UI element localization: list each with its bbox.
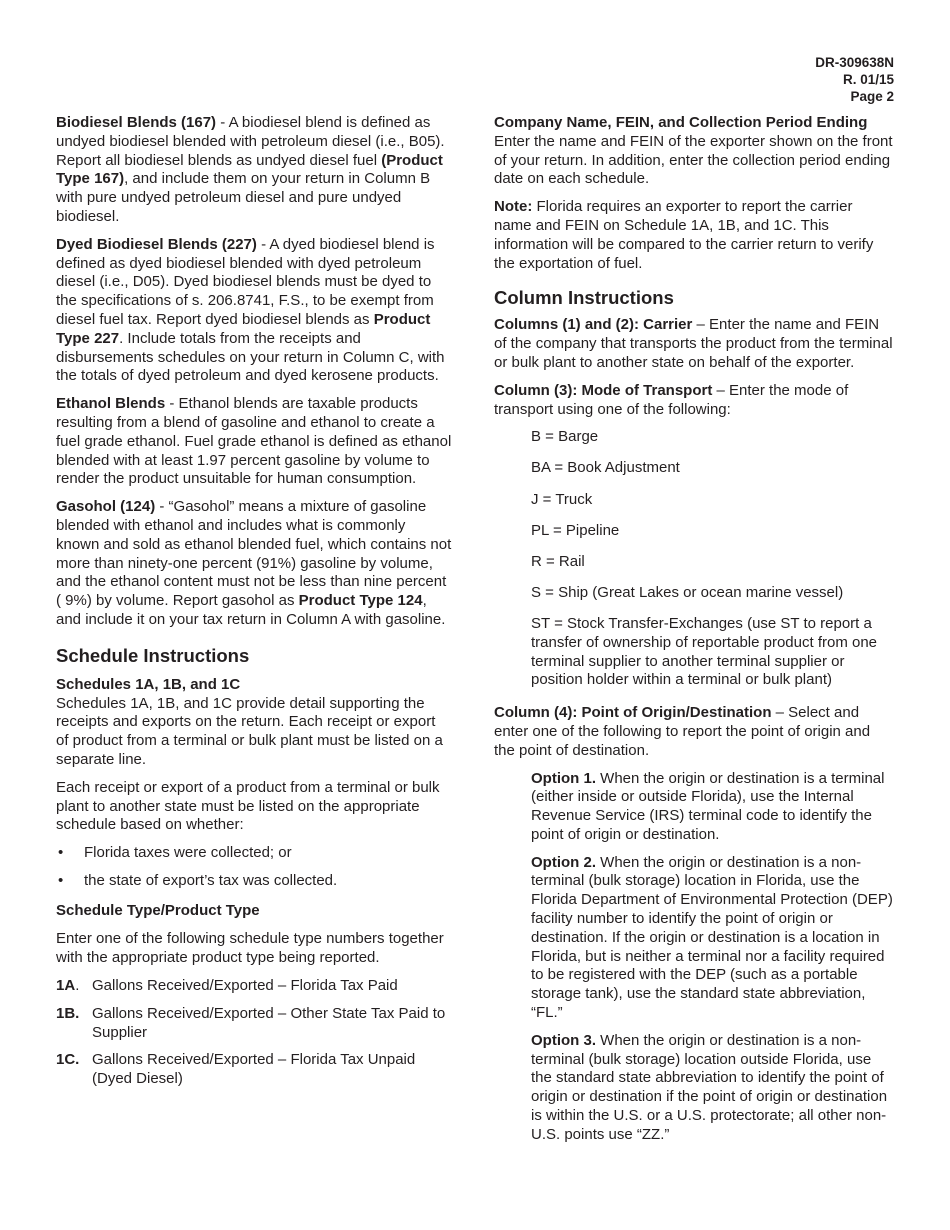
schedules-paragraph-2: Each receipt or export of a product from a terminal or bulk plant to another state must be listed on the appropriate schedule based on whether: [56, 778, 440, 834]
option-3-paragraph: Option 3. When the origin or destination is a non-terminal (bulk storage) location outside Florida, use the standard state abbreviation to identify the point of origin or destination if the point of origin or destination is within the U.S. or a U.S. protectorate; all other non-U.S. points use “ZZ.” [531, 1031, 888, 1143]
list-item: S = Ship (Great Lakes or ocean marine vessel) [531, 583, 844, 601]
schedule-instructions-heading: Schedule Instructions [56, 644, 250, 666]
list-item: 1A. Gallons Received/Exported – Florida Tax Paid [56, 977, 398, 995]
note-paragraph: Note: Florida requires an exporter to report the carrier name and FEIN on Schedule 1A, 1B, and 1C. This information will be compared to the carrier return to verify the exportation of fuel. [494, 198, 874, 272]
columns-1-2-paragraph: Columns (1) and (2): Carrier – Enter the name and FEIN of the company that transports the product from the terminal or bulk plant to another state on behalf of the exporter. [494, 316, 893, 371]
dyed-biodiesel-paragraph: Dyed Biodiesel Blends (227) - A dyed biodiesel blend is defined as dyed biodiesel blended with dyed petroleum diesel (i.e., D05). Dyed biodiesel blends must be dyed to the specifications of s. 206.8741, F.S., to be exempt from diesel fuel tax. Report dyed biodiesel blends as Product Type 227. Include totals from the receipts and disbursements schedules on your return in Column C, with the totals of dyed petroleum and dyed kerosene products. [56, 235, 445, 385]
right-column [494, 114, 894, 1154]
transport-mode-list [531, 428, 894, 690]
origin-options [531, 770, 894, 1145]
tax-bullet-list [56, 844, 452, 891]
list-item: • Florida taxes were collected; or [58, 844, 292, 862]
schedule-type-list [56, 977, 452, 1089]
form-number: DR-309638N [815, 55, 894, 70]
column-4-paragraph: Column (4): Point of Origin/Destination – Select and enter one of the following to report the point of origin and the point of destination. [494, 704, 871, 759]
company-paragraph: Enter the name and FEIN of the exporter shown on the front of your return. In addition, enter the collection period ending date on each schedule. [494, 132, 893, 188]
ethanol-paragraph: Ethanol Blends - Ethanol blends are taxable products resulting from a blend of gasoline and ethanol to create a fuel grade ethanol. Fuel grade ethanol is defined as ethanol blended with at least 1.97 percent gasoline by volume to render the product unsuitable for human consumption. [56, 395, 452, 488]
schedules-paragraph-1: Schedules 1A, 1B, and 1C provide detail supporting the receipts and exports on the return. Each receipt or export of product from a terminal or bulk plant must be listed on a separate line. [56, 694, 443, 768]
schedules-subheading: Schedules 1A, 1B, and 1C [56, 675, 241, 693]
list-item: B = Barge [531, 428, 599, 446]
biodiesel-paragraph: Biodiesel Blends (167) - A biodiesel blend is defined as undyed biodiesel blended with petroleum diesel (i.e., B05). Report all biodiesel blends as undyed diesel fuel (Product Type 167), and include them on your return in Column B with pure undyed petroleum diesel and pure undyed biodiesel. [56, 114, 445, 225]
list-item: 1C. Gallons Received/Exported – Florida Tax Unpaid (Dyed Diesel) [56, 1051, 416, 1088]
form-revision: R. 01/15 [842, 72, 894, 87]
list-item: BA = Book Adjustment [531, 459, 680, 477]
list-item: PL = Pipeline [531, 521, 620, 539]
list-item: ST = Stock Transfer-Exchanges (use ST to report a transfer of ownership of reportable product from one terminal supplier to another terminal supplier or position holder within a terminal or bulk plant) [531, 614, 878, 689]
left-column [56, 114, 452, 1098]
dyed-biodiesel-title: Dyed Biodiesel Blends (227) [56, 235, 257, 253]
gasohol-title: Gasohol (124) [56, 498, 156, 516]
ethanol-title: Ethanol Blends [56, 395, 166, 413]
list-item: 1B. Gallons Received/Exported – Other State Tax Paid to Supplier [56, 1004, 446, 1041]
company-heading: Company Name, FEIN, and Collection Period Ending [494, 114, 868, 131]
list-item: R = Rail [531, 552, 585, 570]
biodiesel-title: Biodiesel Blends (167) [56, 114, 217, 131]
option-1-paragraph: Option 1. When the origin or destination is a terminal (either inside or outside Florida), use the Internal Revenue Service (IRS) terminal code to identify the point of origin or destination. [531, 769, 885, 843]
bullet-icon: • [58, 871, 64, 889]
option-2-paragraph: Option 2. When the origin or destination is a non-terminal (bulk storage) location in Florida, use the Florida Department of Environmental Protection (DEP) facility number to identify the point of origin or destination. If the origin or destination is a location in Florida, but is neither a terminal nor a facility required to be registered with the DEP (such as a portable storage tank), use the standard state abbreviation, “FL.” [531, 853, 893, 1022]
gasohol-paragraph: Gasohol (124) - “Gasohol” means a mixture of gasoline blended with ethanol and includes what is commonly known and sold as ethanol blended fuel, which contains not more than ninety-one percent (91%) gasoline by volume, and the ethanol content must not be less than nine percent ( 9%) by volume. Report gasohol as Product Type 124, and include it on your tax return in Column A with gasoline. [56, 498, 452, 628]
list-item: • the state of export’s tax was collected. [58, 871, 338, 889]
list-item: J = Truck [531, 490, 593, 508]
column-instructions-heading: Column Instructions [494, 287, 674, 309]
note-label: Note: [494, 198, 533, 216]
schedule-type-paragraph: Enter one of the following schedule type numbers together with the appropriate product type being reported. [56, 930, 444, 967]
bullet-icon: • [58, 844, 64, 862]
form-header [815, 54, 894, 105]
page-number: Page 2 [850, 89, 894, 104]
column-3-paragraph: Column (3): Mode of Transport – Enter the mode of transport using one of the following: [494, 381, 849, 418]
schedule-type-heading: Schedule Type/Product Type [56, 901, 260, 919]
